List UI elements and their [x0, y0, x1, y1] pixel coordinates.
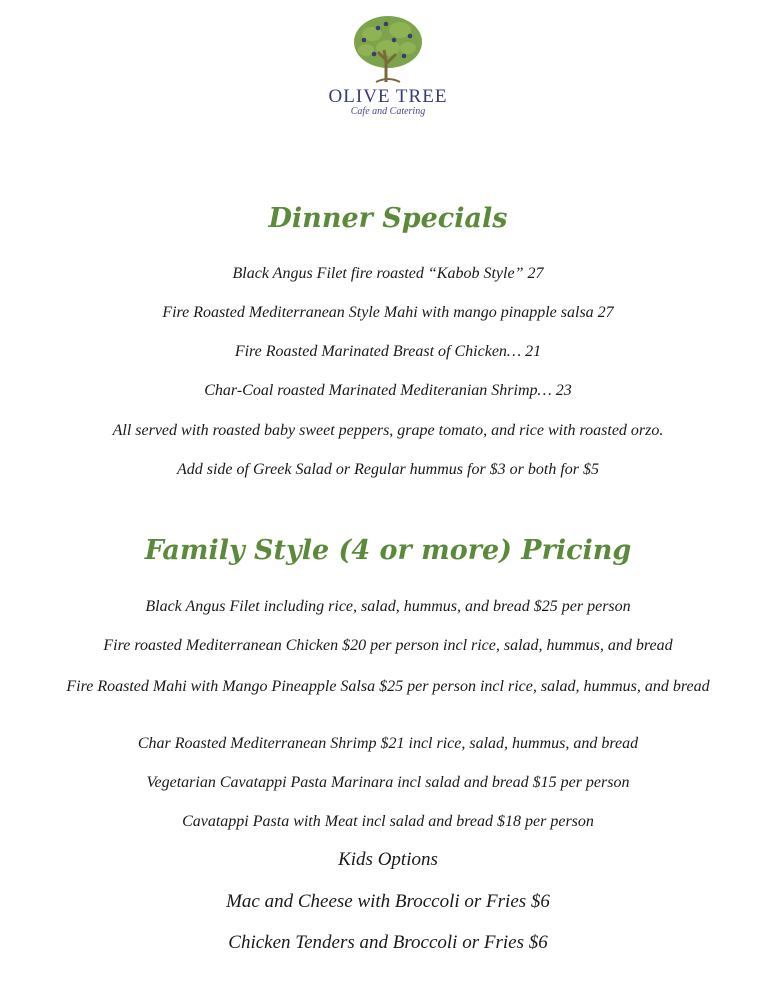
- kids-options-title: Kids Options: [338, 849, 438, 870]
- logo-name: OLIVE TREE: [328, 86, 448, 107]
- family-item: Fire Roasted Mahi with Mango Pineapple Salsa $25 per person incl rice, salad, hummus, and bread: [66, 678, 710, 695]
- dinner-item: Black Angus Filet fire roasted “Kabob Style” 27: [232, 265, 544, 282]
- dinner-item: Char-Coal roasted Marinated Mediteranian Shrimp… 23: [204, 382, 572, 399]
- logo-tagline: Cafe and Catering: [350, 106, 426, 117]
- dinner-item: Fire Roasted Marinated Breast of Chicken… 21: [234, 343, 542, 360]
- dinner-specials-title: Dinner Specials: [268, 203, 508, 234]
- family-item: Vegetarian Cavatappi Pasta Marinara incl salad and bread $15 per person: [146, 774, 630, 791]
- family-style-title: Family Style (4 or more) Pricing: [144, 535, 632, 566]
- dinner-note: Add side of Greek Salad or Regular hummus for $3 or both for $5: [176, 461, 600, 478]
- family-item: Fire roasted Mediterranean Chicken $20 per person incl rice, salad, hummus, and bread: [103, 637, 673, 654]
- family-item: Char Roasted Mediterranean Shrimp $21 incl rice, salad, hummus, and bread: [137, 735, 639, 752]
- kids-item: Mac and Cheese with Broccoli or Fries $6: [226, 891, 550, 912]
- olive-tree-icon: [348, 14, 428, 84]
- dinner-note: All served with roasted baby sweet peppers, grape tomato, and rice with roasted orzo.: [112, 422, 664, 439]
- family-item: Black Angus Filet including rice, salad, hummus, and bread $25 per person: [145, 598, 631, 615]
- dinner-item: Fire Roasted Mediterranean Style Mahi with mango pinapple salsa 27: [162, 304, 614, 321]
- kids-item: Chicken Tenders and Broccoli or Fries $6: [228, 932, 548, 953]
- family-item: Cavatappi Pasta with Meat incl salad and bread $18 per person: [182, 813, 594, 830]
- logo: [0, 14, 776, 117]
